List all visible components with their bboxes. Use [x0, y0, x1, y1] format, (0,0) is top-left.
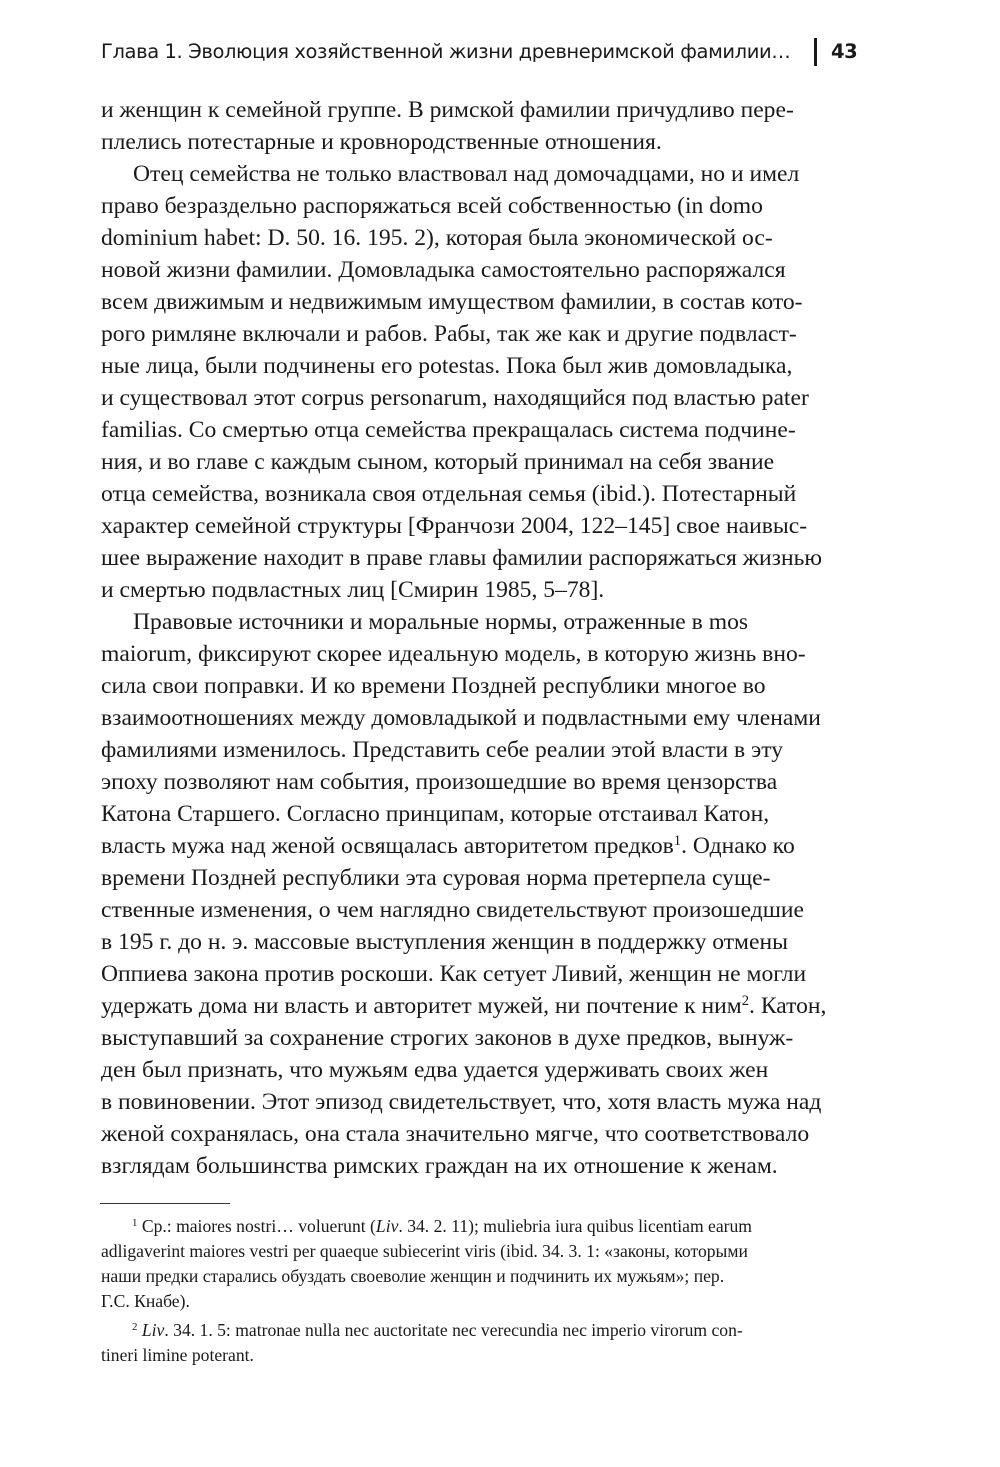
body-line-with-footnote [101, 990, 861, 1022]
body-line: отца семейства, возникала своя отдельная семья (ibid.). Потестарный [101, 481, 797, 507]
body-line-with-footnote [101, 830, 861, 862]
body-line: и смертью подвластных лиц [Смирин 1985, 5–78]. [101, 577, 605, 603]
body-line: maiorum, фиксируют скорее идеальную модель, в которую жизнь вно- [101, 641, 806, 667]
footnote-2: $^2$ Liv. 34. 1. 5: matronae nulla nec auctoritate nec verecundia nec imperio virorum con- [132, 1320, 743, 1340]
footnote-marker-2[interactable]: 2 [741, 992, 750, 1009]
body-line: женой сохранялась, она стала значительно мягче, что соответствовало [101, 1121, 810, 1147]
body-line: ственные изменения, о чем наглядно свидетельствуют произошедшие [101, 897, 805, 923]
footnote-2-line: tineri limine poterant. [101, 1345, 254, 1365]
body-line: familias. Со смертью отца семейства прекращалась система подчине- [101, 417, 796, 443]
body-line: эпоху позволяют нам события, произошедшие во время цензорства [101, 769, 778, 795]
header-separator [814, 38, 817, 66]
body-line: и женщин к семейной группе. В римской фамилии причудливо пере- [101, 97, 794, 123]
body-line: Оппиева закона против роскоши. Как сетует Ливий, женщин не могли [101, 961, 807, 987]
footnote-1-line: Г.С. Кнабе). [101, 1291, 190, 1311]
running-header [101, 36, 861, 68]
body-line: взглядам большинства римских граждан на их отношение к женам. [101, 1153, 778, 1179]
page-number: 43 [831, 40, 858, 63]
body-line: Правовые источники и моральные нормы, отраженные в mos [133, 609, 749, 635]
footnote-1-line: наши предки старались обуздать своеволие женщин и подчинить их мужьям»; пер. [101, 1266, 725, 1286]
footnote-1-marker: 1 [132, 1217, 138, 1229]
body-line: dominium habet: D. 50. 16. 195. 2), которая была экономической ос- [101, 225, 773, 251]
body-line: Катона Старшего. Согласно принципам, которые отстаивал Катон, [101, 801, 770, 827]
body-line: взаимоотношениях между домовладыкой и подвластными ему членами [101, 705, 821, 731]
body-line: характер семейной структуры [Франчози 2004, 122–145] свое наивыс- [101, 513, 808, 539]
body-line: в 195 г. до н. э. массовые выступления женщин в поддержку отмены [101, 929, 788, 955]
body-line-text: удержать дома ни власть и авторитет мужей, ни почтение к ним [101, 993, 742, 1019]
footnote-1: $^1$ Ср.: maiores nostri… voluerunt (Liv. 34. 2. 11); muliebria iura quibus licentiam earum [132, 1216, 752, 1236]
body-line-text: власть мужа над женой освящалась авторитетом предков [101, 833, 674, 859]
body-line: плелись потестарные и кровнородственные отношения. [101, 129, 662, 155]
body-line: фамилиями изменилось. Представить себе реалии этой власти в эту [101, 737, 784, 763]
body-line: ден был признать, что мужьям едва удается удерживать своих жен [101, 1057, 769, 1083]
footnote-marker-1[interactable]: 1 [673, 832, 682, 849]
body-line: ные лица, были подчинены его potestas. Пока был жив домовладыка, [101, 353, 793, 379]
footnote-rule [100, 1203, 230, 1204]
body-line: ния, и во главе с каждым сыном, который принимал на себя звание [101, 449, 775, 475]
body-line: право безраздельно распоряжаться всей собственностью (in domo [101, 193, 763, 219]
footnote-2-marker: 2 [132, 1321, 138, 1333]
footnote-1-line: adligaverint maiores vestri per quaeque subiecerint viris (ibid. 34. 3. 1: «законы, которыми [101, 1241, 748, 1261]
body-line-text: . Катон, [749, 993, 827, 1019]
body-line: новой жизни фамилии. Домовладыка самостоятельно распоряжался [101, 257, 786, 283]
body-line: времени Поздней республики эта суровая норма претерпела суще- [101, 865, 771, 891]
running-title: Глава 1. Эволюция хозяйственной жизни древнеримской фамилии… [101, 40, 791, 63]
body-line: сила свои поправки. И ко времени Поздней республики многое во [101, 673, 766, 699]
body-line: рого римляне включали и рабов. Рабы, так же как и другие подвласт- [101, 321, 797, 347]
body-line-text: . Однако ко [681, 833, 795, 859]
body-line: в повиновении. Этот эпизод свидетельствует, что, хотя власть мужа над [101, 1089, 822, 1115]
body-line: Отец семейства не только властвовал над домочадцами, но и имел [133, 161, 800, 187]
body-line: и существовал этот corpus personarum, находящийся под властью pater [101, 385, 809, 411]
body-line: шее выражение находит в праве главы фамилии распоряжаться жизнью [101, 545, 823, 571]
body-line: выступавший за сохранение строгих законов в духе предков, вынуж- [101, 1025, 794, 1051]
body-line: всем движимым и недвижимым имуществом фамилии, в состав кото- [101, 289, 803, 315]
